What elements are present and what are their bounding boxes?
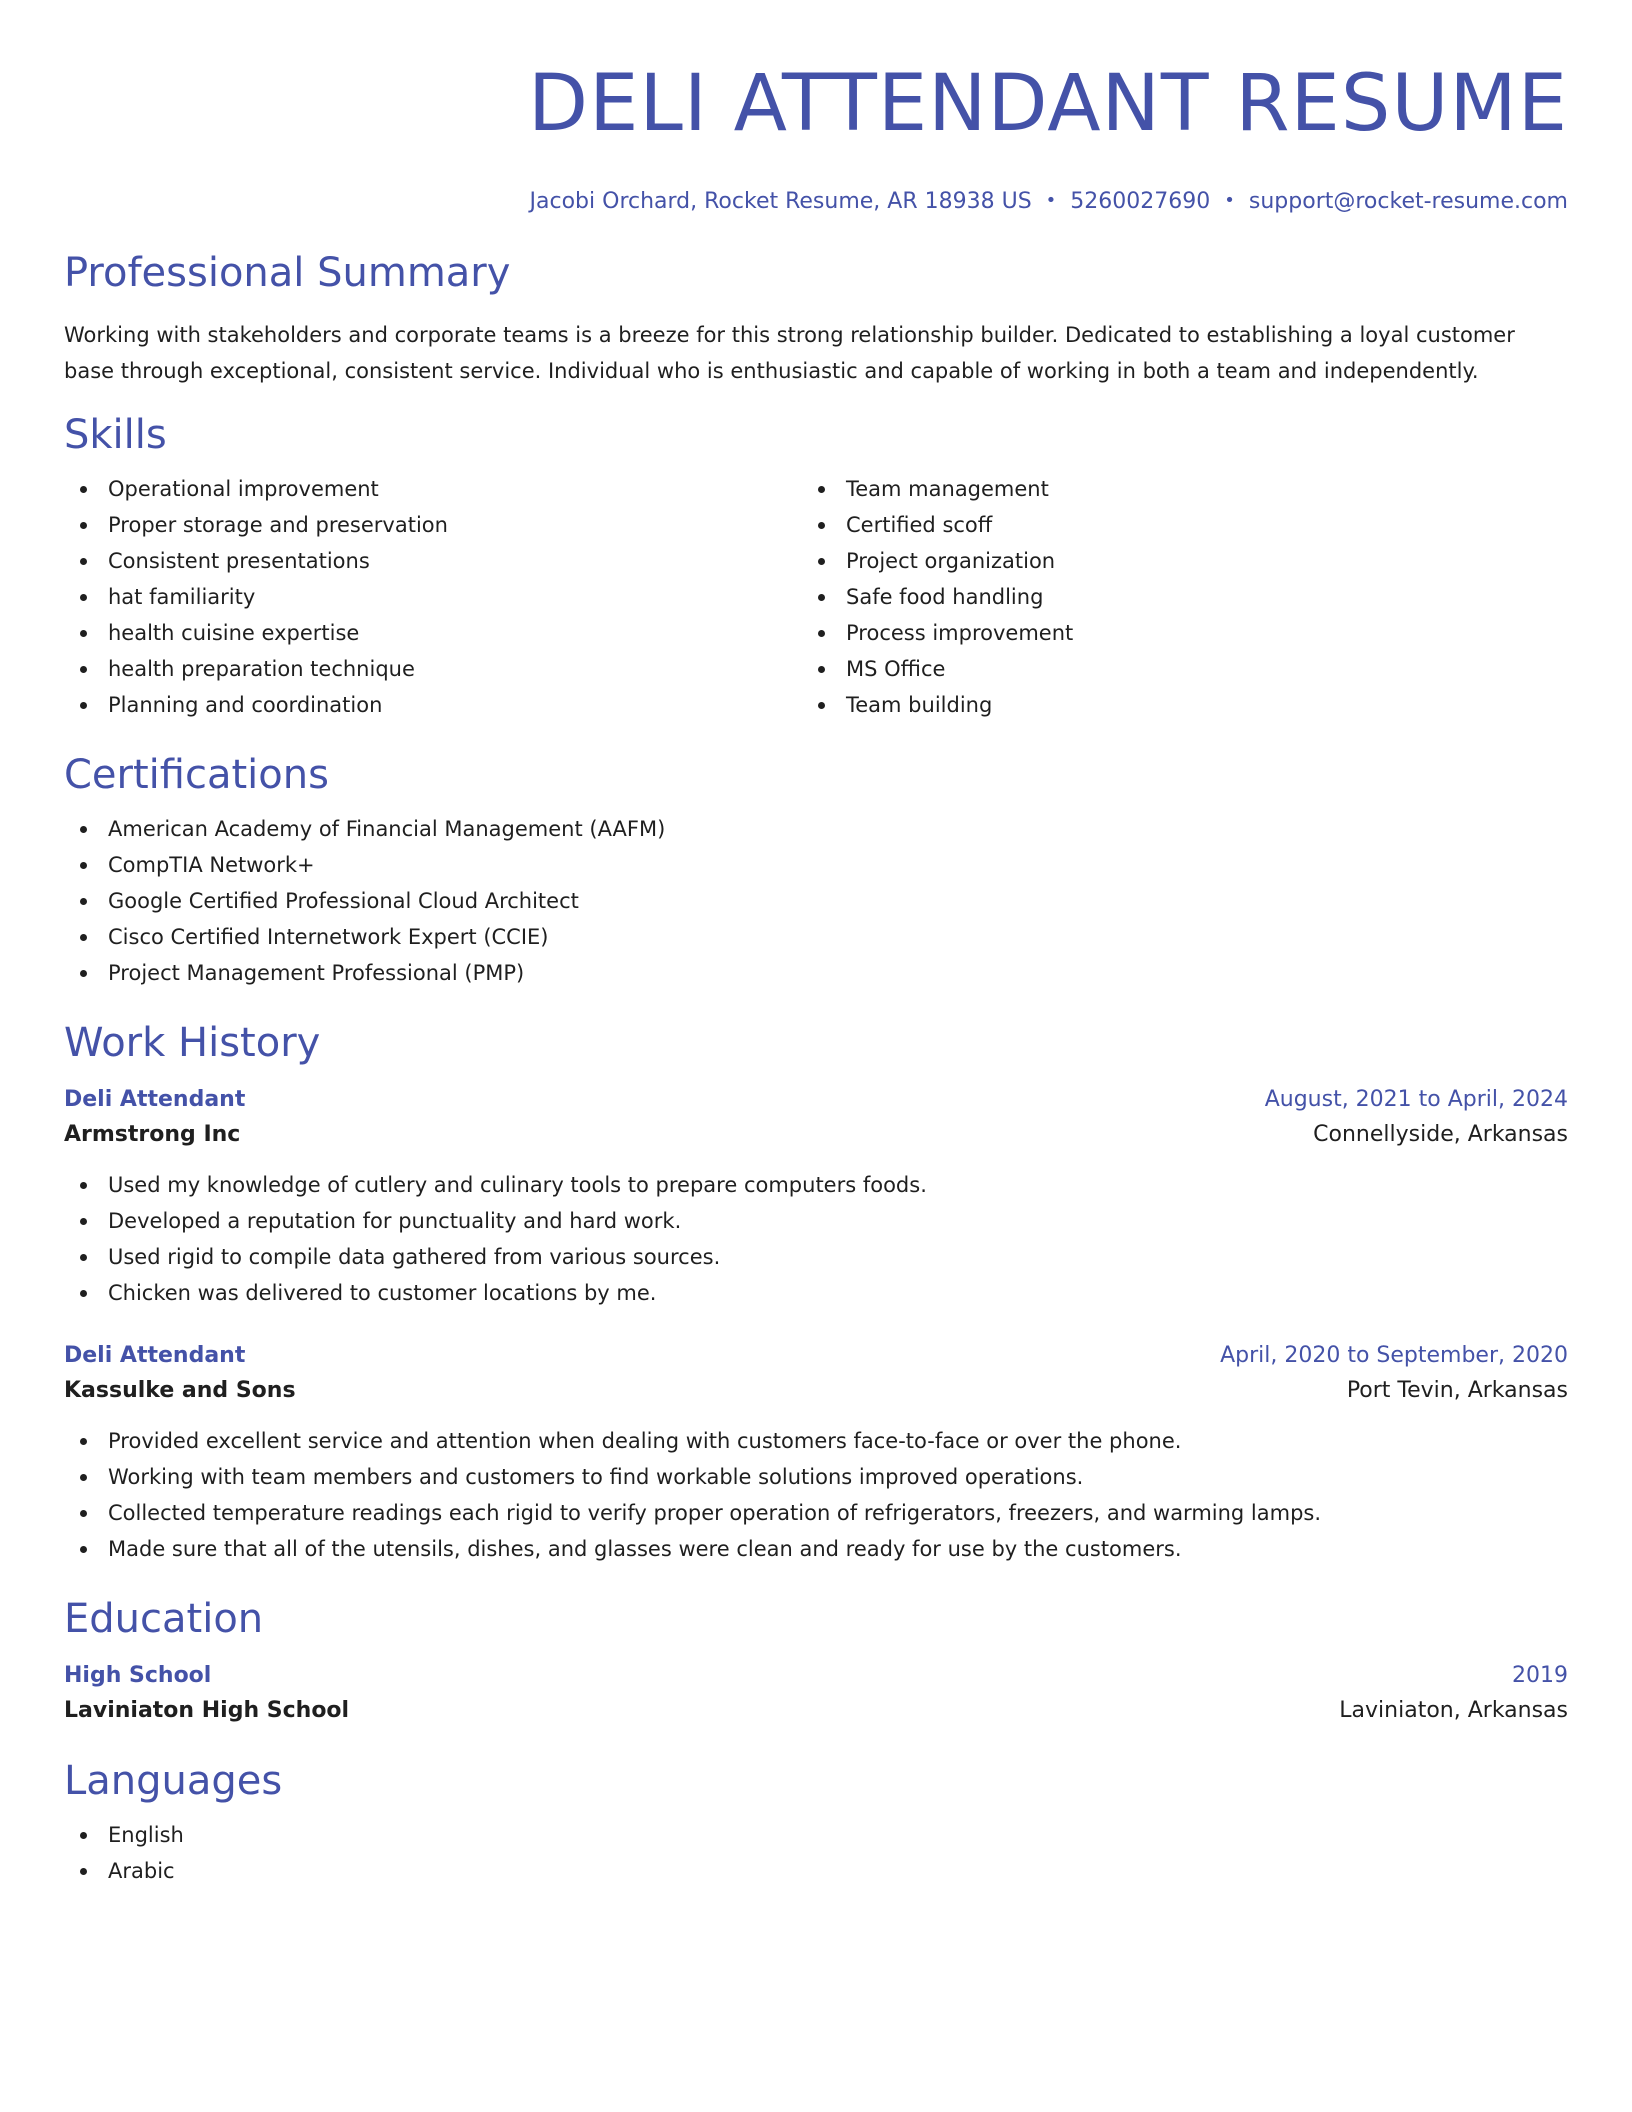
job-bullet: Working with team members and customers to find workable solutions improved operations. xyxy=(64,1459,1568,1495)
education-school-row xyxy=(64,1693,1568,1729)
skill-item: Safe food handling xyxy=(802,579,1540,615)
summary-heading: Professional Summary xyxy=(64,250,511,296)
skill-item: MS Office xyxy=(802,651,1540,687)
skill-item: Team management xyxy=(802,471,1540,507)
languages-section xyxy=(64,1755,1568,1889)
skill-item: Operational improvement xyxy=(64,471,802,507)
education-section xyxy=(64,1593,1568,1729)
skill-item: Team building xyxy=(802,687,1540,723)
certification-item: CompTIA Network+ xyxy=(64,847,1568,883)
job-bullet: Used my knowledge of cutlery and culinary tools to prepare computers foods. xyxy=(64,1167,1568,1203)
contact-separator: • xyxy=(1224,190,1235,211)
summary-section xyxy=(64,247,1568,389)
skill-item: Planning and coordination xyxy=(64,687,802,723)
certification-item: Project Management Professional (PMP) xyxy=(64,955,1568,991)
job-company-row xyxy=(64,1117,1568,1153)
skill-item: health preparation technique xyxy=(64,651,802,687)
education-location: Laviniaton, Arkansas xyxy=(1339,1698,1568,1723)
language-item: Arabic xyxy=(64,1853,1568,1889)
job-bullet: Collected temperature readings each rigid to verify proper operation of refrigerators, freezers, and warming lamps. xyxy=(64,1495,1568,1531)
work-history-heading: Work History xyxy=(64,1020,321,1066)
skill-item: Proper storage and preservation xyxy=(64,507,802,543)
job-bullet: Provided excellent service and attention when dealing with customers face-to-face or over the phone. xyxy=(64,1423,1568,1459)
skills-heading: Skills xyxy=(64,412,167,458)
contact-address: Jacobi Orchard, Rocket Resume, AR 18938 US xyxy=(529,189,1032,214)
education-header-row xyxy=(64,1659,1568,1693)
education-entry xyxy=(64,1659,1568,1729)
job-header-row xyxy=(64,1083,1568,1117)
skills-columns xyxy=(64,471,1568,723)
languages-list xyxy=(64,1817,1568,1889)
job-company: Kassulke and Sons xyxy=(64,1378,296,1403)
certifications-section xyxy=(64,749,1568,991)
certifications-heading: Certifications xyxy=(64,752,329,798)
skills-list-left xyxy=(64,471,802,723)
skill-item: hat familiarity xyxy=(64,579,802,615)
work-history-section xyxy=(64,1017,1568,1567)
education-school: Laviniaton High School xyxy=(64,1698,350,1723)
education-heading: Education xyxy=(64,1596,264,1642)
skill-item: Certified scoff xyxy=(802,507,1540,543)
job-company: Armstrong Inc xyxy=(64,1122,241,1147)
contact-separator: • xyxy=(1045,190,1057,211)
job-bullet: Developed a reputation for punctuality and hard work. xyxy=(64,1203,1568,1239)
job-company-row xyxy=(64,1373,1568,1409)
job-bullet: Used rigid to compile data gathered from various sources. xyxy=(64,1239,1568,1275)
job-bullet: Chicken was delivered to customer locations by me. xyxy=(64,1275,1568,1311)
certification-item: Cisco Certified Internetwork Expert (CCIE) xyxy=(64,919,1568,955)
education-year: 2019 xyxy=(1512,1663,1568,1688)
job-entry xyxy=(64,1083,1568,1311)
contact-line xyxy=(64,186,1568,217)
job-dates: April, 2020 to September, 2020 xyxy=(1220,1343,1568,1368)
job-location: Connellyside, Arkansas xyxy=(1313,1122,1568,1147)
skills-section xyxy=(64,409,1568,723)
education-degree: High School xyxy=(64,1663,212,1688)
job-location: Port Tevin, Arkansas xyxy=(1346,1378,1568,1403)
contact-email: support@rocket-resume.com xyxy=(1248,189,1568,214)
certification-item: American Academy of Financial Management (AAFM) xyxy=(64,811,1568,847)
skill-item: Process improvement xyxy=(802,615,1540,651)
job-entry xyxy=(64,1339,1568,1567)
job-bullets xyxy=(64,1423,1568,1567)
certifications-list xyxy=(64,811,1568,991)
skill-item: Project organization xyxy=(802,543,1540,579)
job-dates: August, 2021 to April, 2024 xyxy=(1264,1087,1568,1112)
skill-item: health cuisine expertise xyxy=(64,615,802,651)
resume-title: DELI ATTENDANT RESUME xyxy=(528,59,1568,149)
job-bullets xyxy=(64,1167,1568,1311)
summary-text: Working with stakeholders and corporate teams is a breeze for this strong relationship builder. Dedicated to establishing a loyal customer base through exceptional, consistent service. Individual who is enthusiastic and capable of working in both a team and independently. xyxy=(64,323,1515,383)
job-header-row xyxy=(64,1339,1568,1373)
languages-heading: Languages xyxy=(64,1758,283,1804)
skills-list-right xyxy=(802,471,1540,723)
job-title: Deli Attendant xyxy=(64,1087,246,1112)
skill-item: Consistent presentations xyxy=(64,543,802,579)
language-item: English xyxy=(64,1817,1568,1853)
certification-item: Google Certified Professional Cloud Architect xyxy=(64,883,1568,919)
contact-phone: 5260027690 xyxy=(1070,189,1211,214)
job-title: Deli Attendant xyxy=(64,1343,246,1368)
job-bullet: Made sure that all of the utensils, dishes, and glasses were clean and ready for use by the customers. xyxy=(64,1531,1568,1567)
